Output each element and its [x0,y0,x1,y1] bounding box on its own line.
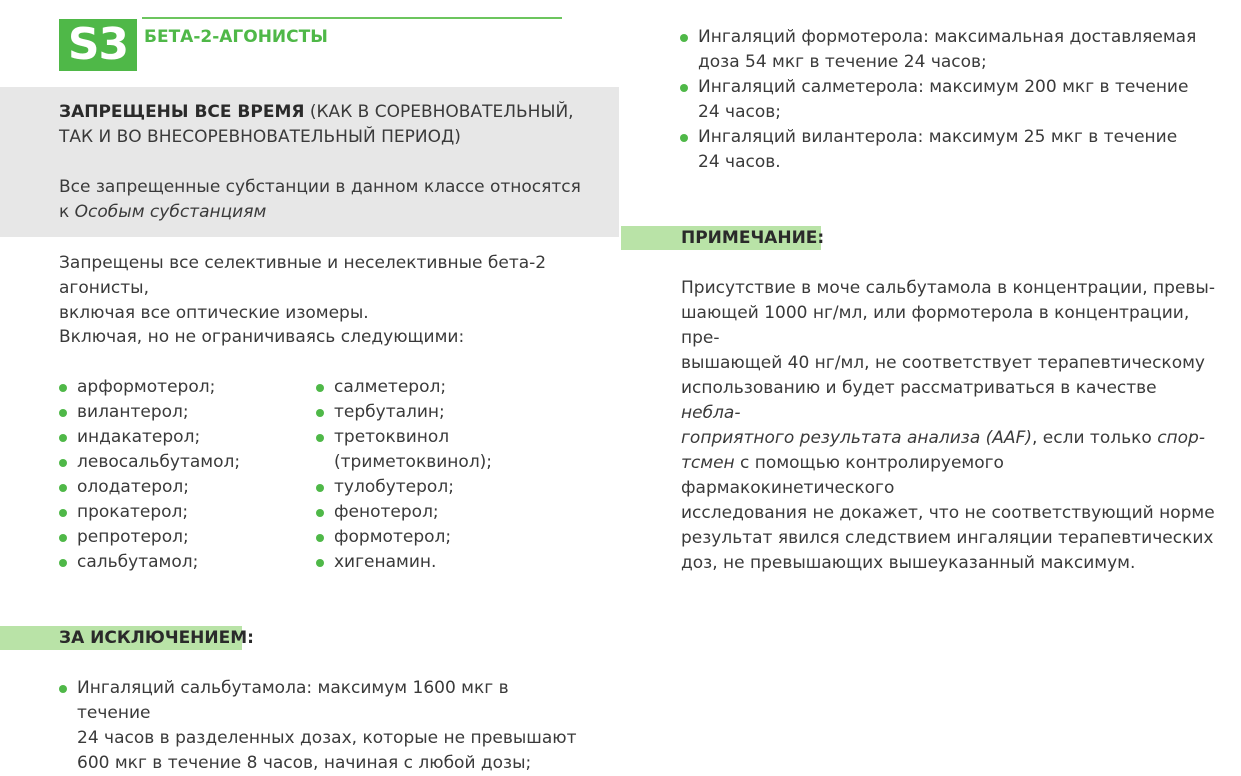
section-code-badge: S3 [59,19,137,71]
status-bold: ЗАПРЕЩЕНЫ ВСЕ ВРЕМЯ [59,102,305,122]
list-item-text: 24 часов; [698,102,781,122]
bullet-icon [316,509,324,517]
list-item-text: Ингаляций формотерола: максимальная доставляемая [698,27,1197,47]
list-item [316,550,576,575]
list-item-text: третоквинол [334,427,450,447]
list-item [59,475,299,500]
list-item [680,75,1200,125]
bullet-icon [316,559,324,567]
intro-line1: Запрещены все селективные и неселективные бета-2 агонисты, [59,253,547,298]
note-line: тсмен с помощью контролируемого фармакокинетического [681,453,1004,498]
note-line: Присутствие в моче сальбутамола в концентрации, превы- [681,278,1215,298]
note-line: результат явился следствием ингаляции терапевтических [681,528,1214,548]
status-line2: ТАК И ВО ВНЕСОРЕВНОВАТЕЛЬНЫЙ ПЕРИОД) [59,127,461,147]
list-item-text: фенотерол; [334,502,439,522]
bullet-icon [59,384,67,392]
list-item-text: 600 мкг в течение 8 часов, начиная с любой дозы; [77,753,532,773]
list-item-text: прокатерол; [77,502,189,522]
note-line: исследования не докажет, что не соответствующий норме [681,503,1215,523]
special-substances-link-text: Особым субстанциям [74,202,267,222]
note-line: использованию и будет рассматриваться в качестве небла- [681,378,1157,423]
list-item-text: салметерол; [334,377,447,397]
list-item-text: Ингаляций вилантерола: максимум 25 мкг в течение [698,127,1178,147]
list-item-text: олодатерол; [77,477,189,497]
substance-list-left [59,375,299,575]
list-item-text: тербуталин; [334,402,445,422]
bullet-icon [59,509,67,517]
list-item-text: Ингаляций салметерола: максимум 200 мкг в течение [698,77,1189,97]
list-item [316,400,576,425]
list-item-text: (триметоквинол); [334,452,493,472]
list-item-text: доза 54 мкг в течение 24 часов; [698,52,987,72]
list-item-text: индакатерол; [77,427,201,447]
list-item [59,676,579,776]
list-item-text: сальбутамол; [77,552,199,572]
bullet-icon [680,84,688,92]
exceptions-list-right [680,25,1200,175]
list-item [59,450,299,475]
substance-list-right [316,375,576,575]
bullet-icon [316,409,324,417]
note-paragraph [681,276,1221,576]
including-label: Включая, но не ограничиваясь следующими: [59,327,465,347]
list-item [59,425,299,450]
note-line: шающей 1000 нг/мл, или формотерола в концентрации, пре- [681,303,1190,348]
list-item-text: арформотерол; [77,377,216,397]
status-rest: (КАК В СОРЕВНОВАТЕЛЬНЫЙ, [304,102,574,122]
list-item [59,550,299,575]
list-item [59,400,299,425]
bullet-icon [59,409,67,417]
bullet-icon [59,484,67,492]
list-item-text: репротерол; [77,527,189,547]
bullet-icon [59,534,67,542]
list-item [59,500,299,525]
note-line: вышающей 40 нг/мл, не соответствует терапевтическому [681,353,1205,373]
bullet-icon [59,685,67,693]
list-item-text: хигенамин. [334,552,437,572]
list-item [316,475,576,500]
list-item [316,525,576,550]
special-substances-note [59,175,609,225]
note-line: доз, не превышающих вышеуказанный максимум. [681,553,1136,573]
list-item [59,375,299,400]
special-prefix: к [59,202,75,222]
bullet-icon [316,434,324,442]
bullet-icon [316,534,324,542]
note-line: гоприятного результата анализа (AAF), если только спор- [681,428,1205,448]
bullet-icon [680,134,688,142]
list-item-text: 24 часов в разделенных дозах, которые не превышают [77,728,577,748]
list-item [59,525,299,550]
intro-line2: включая все оптические изомеры. [59,303,369,323]
special-line1: Все запрещенные субстанции в данном классе относятся [59,177,581,197]
list-item [316,375,576,400]
bullet-icon [59,459,67,467]
list-item-text: левосальбутамол; [77,452,241,472]
list-item-text: формотерол; [334,527,452,547]
prohibition-status [59,100,609,150]
header-rule [142,17,562,19]
exceptions-heading: ЗА ИСКЛЮЧЕНИЕМ: [59,628,254,648]
list-item [680,25,1200,75]
exceptions-list-left [59,676,579,776]
list-item-text: тулобутерол; [334,477,454,497]
bullet-icon [316,384,324,392]
intro-paragraph [59,251,619,326]
note-heading: ПРИМЕЧАНИЕ: [681,228,825,248]
list-item [680,125,1200,175]
bullet-icon [59,434,67,442]
list-item [316,500,576,525]
list-item-text: Ингаляций сальбутамола: максимум 1600 мкг в течение [77,678,509,723]
section-title: БЕТА-2-АГОНИСТЫ [144,27,328,47]
bullet-icon [59,559,67,567]
list-item-text: 24 часов. [698,152,781,172]
list-item-text: вилантерол; [77,402,189,422]
bullet-icon [680,34,688,42]
list-item [316,425,576,475]
bullet-icon [316,484,324,492]
